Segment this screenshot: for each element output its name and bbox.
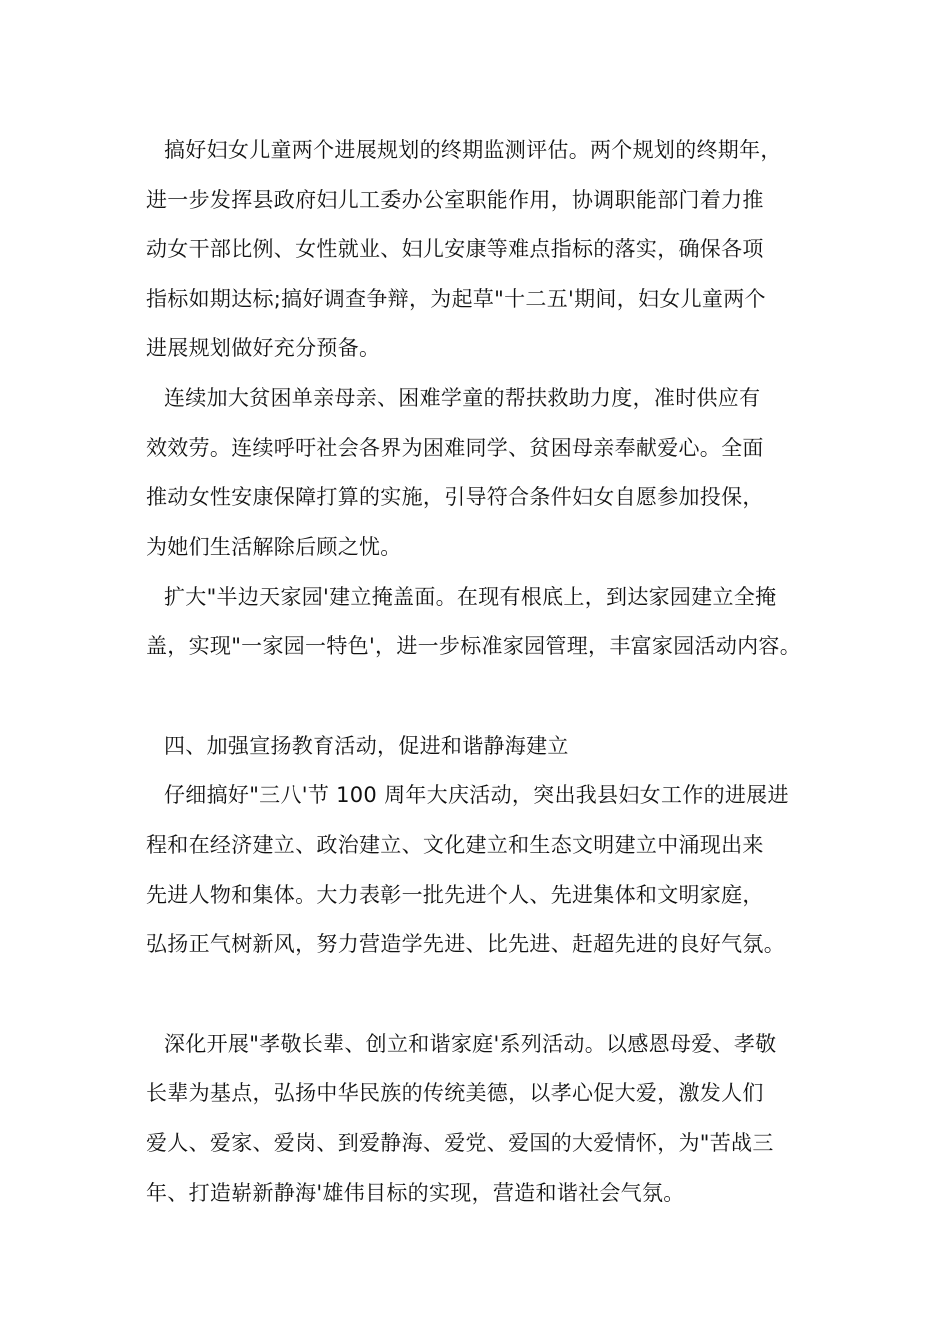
paragraph-2-line-4: 为她们生活解除后顾之忧。 [146, 535, 402, 559]
paragraph-5-line-3: 爱人、爱家、爱岗、到爱静海、爱党、爱国的大爱情怀，为"苦战三 [146, 1131, 774, 1155]
paragraph-3-line-2: 盖，实现"一家园一特色'，进一步标准家园管理，丰富家园活动内容。 [146, 634, 802, 658]
paragraph-2-line-1: 连续加大贫困单亲母亲、困难学童的帮扶救助力度，准时供应有 [164, 386, 761, 410]
paragraph-1-line-4: 指标如期达标;搞好调查争辩，为起草"十二五'期间，妇女儿童两个 [146, 287, 766, 311]
paragraph-5-line-2: 长辈为基点，弘扬中华民族的传统美德，以孝心促大爱，激发人们 [146, 1081, 764, 1105]
paragraph-4-line-1: 仔细搞好"三八'节 100 周年大庆活动，突出我县妇女工作的进展进 [164, 783, 789, 807]
paragraph-4-line-4: 弘扬正气树新风，努力营造学先进、比先进、赶超先进的良好气氛。 [146, 932, 785, 956]
paragraph-5-line-4: 年、打造崭新静海'雄伟目标的实现，营造和谐社会气氛。 [146, 1181, 685, 1205]
paragraph-2-line-3: 推动女性安康保障打算的实施，引导符合条件妇女自愿参加投保， [146, 485, 764, 509]
paragraph-1-line-3: 动女干部比例、女性就业、妇儿安康等难点指标的落实，确保各项 [146, 237, 764, 261]
paragraph-4-line-3: 先进人物和集体。大力表彰一批先进个人、先进集体和文明家庭， [146, 883, 764, 907]
paragraph-2-line-2: 效效劳。连续呼吁社会各界为困难同学、贫困母亲奉献爱心。全面 [146, 436, 764, 460]
paragraph-3-line-1: 扩大"半边天家园'建立掩盖面。在现有根底上，到达家园建立全掩 [164, 585, 777, 609]
section-heading: 四、加强宣扬教育活动，促进和谐静海建立 [164, 734, 569, 758]
paragraph-4-line-2: 程和在经济建立、政治建立、文化建立和生态文明建立中涌现出来 [146, 833, 764, 857]
paragraph-1-line-5: 进展规划做好充分预备。 [146, 336, 381, 360]
paragraph-1-line-2: 进一步发挥县政府妇儿工委办公室职能作用，协调职能部门着力推 [146, 188, 764, 212]
paragraph-1-line-1: 搞好妇女儿童两个进展规划的终期监测评估。两个规划的终期年， [164, 138, 782, 162]
paragraph-5-line-1: 深化开展"孝敬长辈、创立和谐家庭'系列活动。以感恩母爱、孝敬 [164, 1032, 777, 1056]
